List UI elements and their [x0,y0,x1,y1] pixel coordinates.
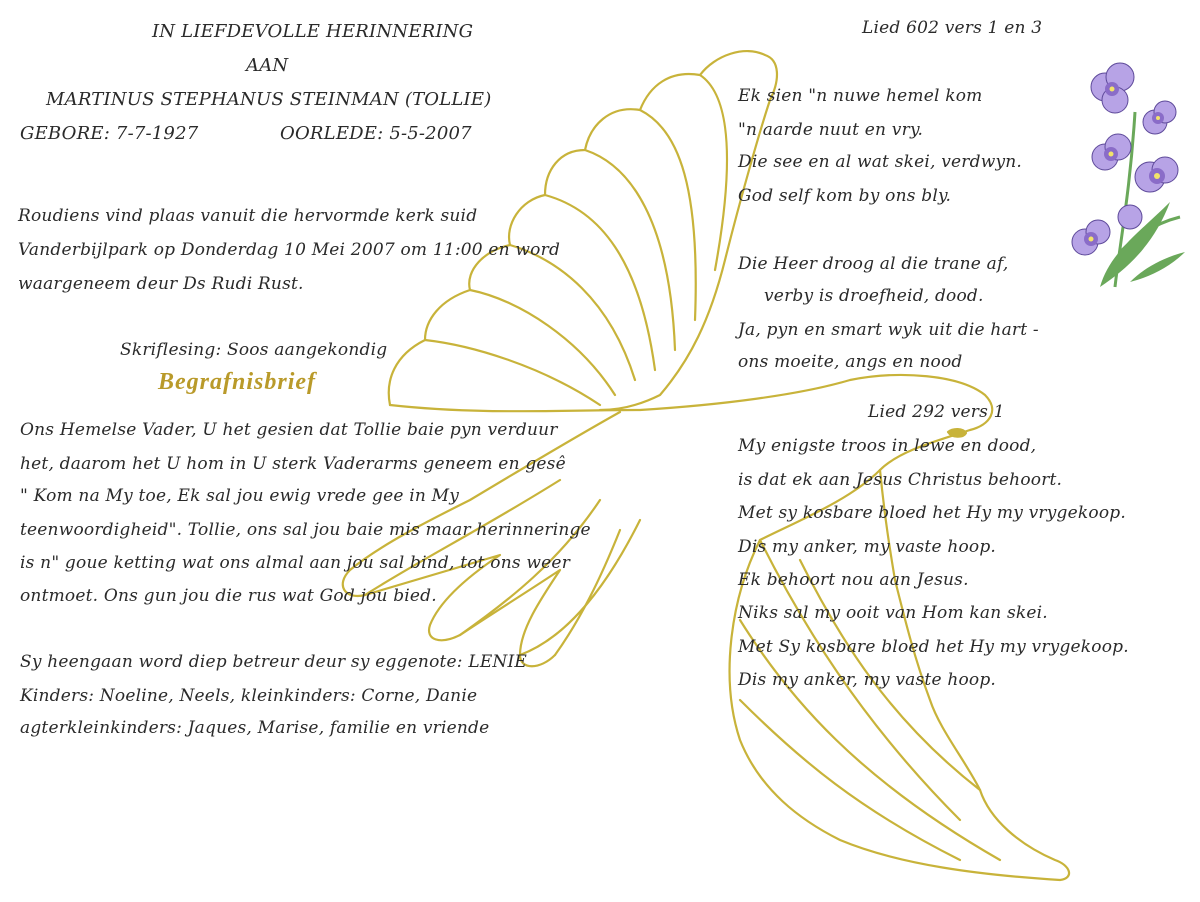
hymn-line: Dis my anker, my vaste hoop. [738,670,997,690]
letter-line: is n" goue ketting wat ons almal aan jou sal bind, tot ons weer [20,553,571,573]
birth-date: GEBORE: 7-7-1927 [20,123,199,144]
hymn-line: Die Heer droog al die trane af, [738,254,1009,274]
death-date: OORLEDE: 5-5-2007 [280,123,472,144]
letter-line: ontmoet. Ons gun jou die rus wat God jou bied. [20,586,437,606]
letter-line: Ons Hemelse Vader, U het gesien dat Tollie baie pyn verduur [20,420,558,440]
letter-line: " Kom na My toe, Ek sal jou ewig vrede gee in My [20,486,460,506]
hymn-line: Met Sy kosbare bloed het Hy my vrygekoop. [738,637,1129,657]
letter-line: teenwoordigheid". Tollie, ons sal jou baie mis maar herinneringe [20,520,591,540]
hymn-line: Niks sal my ooit van Hom kan skei. [738,603,1048,623]
service-line: waargeneem deur Ds Rudi Rust. [18,274,304,294]
hymn-line: Dis my anker, my vaste hoop. [738,537,997,557]
hymn-line: is dat ek aan Jesus Christus behoort. [738,470,1063,490]
hymn-line: "n aarde nuut en vry. [738,120,924,140]
violet-flower-icon [1060,52,1190,292]
family-line: agterkleinkinders: Jaques, Marise, familie en vriende [20,718,490,738]
heading-to: AAN [246,55,289,76]
hymn-line: God self kom by ons bly. [738,186,952,206]
hymn-line: My enigste troos in lewe en dood, [738,436,1037,456]
hymn-line: Die see en al wat skei, verdwyn. [738,152,1023,172]
service-line: Vanderbijlpark op Donderdag 10 Mei 2007 om 11:00 en word [18,240,561,260]
deceased-name: MARTINUS STEPHANUS STEINMAN (TOLLIE) [46,89,492,110]
hymn-line: verby is droefheid, dood. [764,286,984,306]
family-line: Kinders: Noeline, Neels, kleinkinders: Corne, Danie [20,686,478,706]
hymn-line: Ek sien "n nuwe hemel kom [738,86,983,106]
hymn-292-title: Lied 292 vers 1 [868,402,1005,422]
hymn-line: Met sy kosbare bloed het Hy my vrygekoop. [738,503,1126,523]
hymn-line: Ek behoort nou aan Jesus. [738,570,969,590]
hymn-602-title: Lied 602 vers 1 en 3 [862,18,1043,38]
letter-line: het, daarom het U hom in U sterk Vaderarms geneem en gesê [20,454,566,474]
hymn-line: Ja, pyn en smart wyk uit die hart - [738,320,1039,340]
hymn-line: ons moeite, angs en nood [738,352,963,372]
letter-title: Begrafnisbrief [158,369,316,395]
service-line: Roudiens vind plaas vanuit die hervormde kerk suid [18,206,478,226]
heading-in-memory: IN LIEFDEVOLLE HERINNERING [152,21,474,42]
scripture-reading: Skriflesing: Soos aangekondig [120,340,388,360]
family-line: Sy heengaan word diep betreur deur sy eggenote: LENIE [20,652,528,672]
